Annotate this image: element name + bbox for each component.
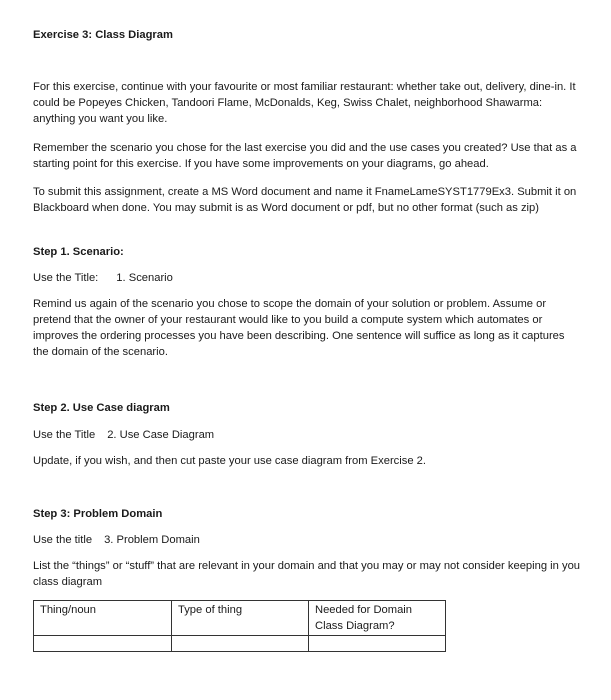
header-thing-noun: Thing/noun: [34, 601, 172, 636]
things-table: [33, 600, 446, 652]
step1-title-label: Use the Title:: [33, 272, 99, 284]
table-cell[interactable]: [34, 636, 172, 652]
step2-title-line: [33, 427, 581, 443]
submission-paragraph: To submit this assignment, create a MS Word document and name it FnameLameSYST1779Ex3. Submit it on Blackboard when done. You may submit is as Word document or pdf, but no other format (such as zip): [33, 186, 577, 214]
table-header-row: [34, 601, 446, 636]
table-cell[interactable]: [172, 636, 309, 652]
step2-title-label: Use the Title: [33, 429, 96, 441]
intro-paragraph: For this exercise, continue with your favourite or most familiar restaurant: whether take out, delivery, dine-in. It could be Popeyes Chicken, Tandoori Flame, McDonalds, Keg, Swiss Chalet, neighborhood Shawarma: anything you want you like.: [33, 81, 576, 125]
step3-heading: Step 3: Problem Domain: [33, 508, 163, 520]
step2-heading: Step 2. Use Case diagram: [33, 402, 170, 414]
step3-title-label: Use the title: [33, 534, 93, 546]
step3-title-line: [33, 532, 581, 548]
page-title: Exercise 3: Class Diagram: [33, 29, 173, 41]
table-row: [34, 636, 446, 652]
step3-title-value: 3. Problem Domain: [104, 534, 200, 546]
step1-body: Remind us again of the scenario you chose to scope the domain of your solution or problem. Assume or pretend that the owner of your restaurant would like to you build a compute system which automates or improves the ordering processes you have been describing. One sentence will suffice as long as it captures the domain of the scenario.: [33, 298, 565, 358]
step3-body: List the “things” or “stuff” that are relevant in your domain and that you may or may not consider keeping in you class diagram: [33, 560, 581, 588]
previous-exercise-paragraph: Remember the scenario you chose for the last exercise you did and the use cases you created? Use that as a starting point for this exercise. If you have some improvements on your diagrams, go ahead.: [33, 142, 577, 170]
step1-heading: Step 1. Scenario:: [33, 246, 124, 258]
header-type-of-thing: Type of thing: [172, 601, 309, 636]
header-needed-for-domain: Needed for Domain Class Diagram?: [309, 601, 446, 636]
step1-title-value: 1. Scenario: [116, 272, 173, 284]
step1-title-line: [33, 270, 581, 286]
step2-title-value: 2. Use Case Diagram: [107, 429, 215, 441]
table-cell[interactable]: [309, 636, 446, 652]
step2-body: Update, if you wish, and then cut paste your use case diagram from Exercise 2.: [33, 455, 427, 467]
